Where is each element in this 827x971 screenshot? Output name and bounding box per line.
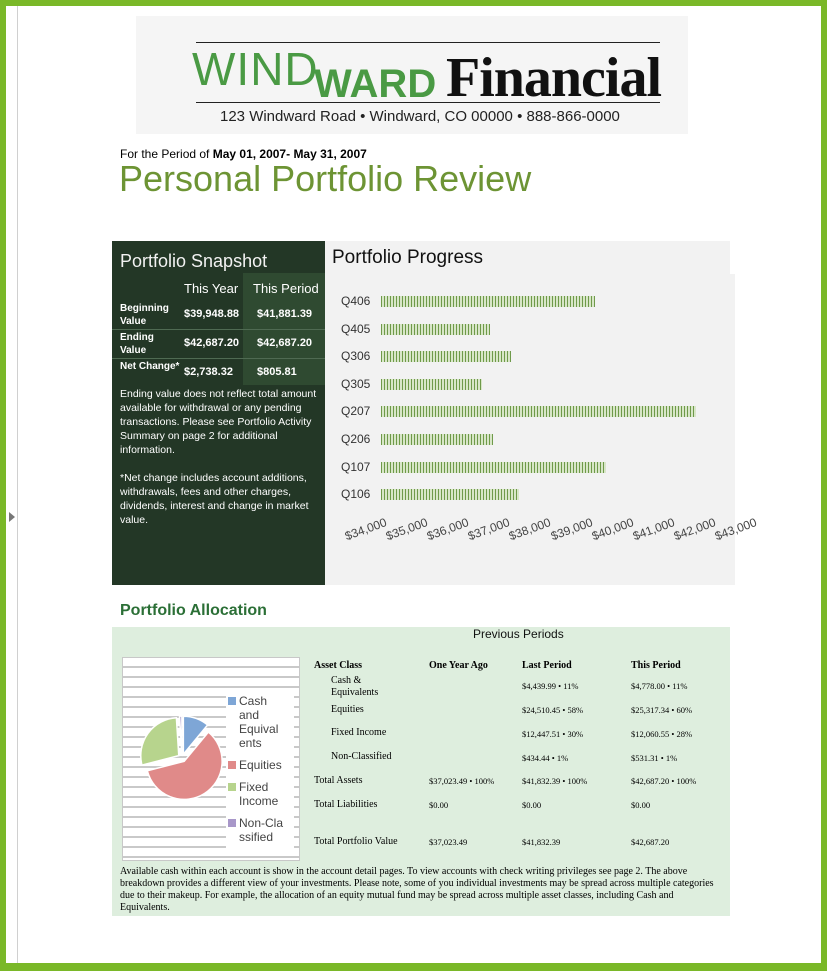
logo-wind: WIND [192,43,319,95]
year-ago-value: $37,023.49 [429,837,468,847]
period-range: May 01, 2007- May 31, 2007 [212,147,367,161]
this-period-value: $42,687.20 [631,837,670,847]
table-row-label: Fixed Income [331,727,387,738]
row-year-value: $39,948.88 [184,308,240,320]
last-period-value: $0.00 [522,800,542,810]
legend-swatch [228,697,236,705]
table-row-label: Non-Classified [331,751,392,762]
allocation-footnote: Available cash within each account is show in the account detail pages. To view accounts with check writing privileges see page 2. The above breakdown provides a different view of your investments. Please note, some of you individual investments may be spread across multiple categories due to their makeup. For example, the allocation of an equity mutual fund may be spread across multiple asset classes, including Cash and Equivalents. [120,866,714,913]
chart-plot-area [325,274,759,585]
legend-swatch [228,783,236,791]
bar-q305 [381,379,482,390]
this-period-value: $531.31 • 1% [631,753,678,763]
header-one-year-ago: One Year Ago [429,660,488,671]
row-period-value: $805.81 [257,366,297,378]
bar-q406 [381,296,595,307]
legend-swatch [228,819,236,827]
col-this-year: This Year [184,281,239,296]
this-period-value: $0.00 [631,800,651,810]
x-tick-label: $37,000 [466,515,512,544]
category-label: Q405 [341,321,371,336]
x-tick-label: $40,000 [589,515,636,544]
row-label: Ending Value [120,332,154,356]
this-period-value: $42,687.20 • 100% [631,776,697,786]
row-period-value: $41,881.39 [257,308,313,320]
category-label: Q305 [341,376,371,391]
table-row-label: Total Portfolio Value [314,836,398,847]
header-last-period: Last Period [522,660,572,671]
bar-q306 [381,351,511,362]
row-label: Net Change* [120,361,180,372]
this-period-value: $4,778.00 • 11% [631,681,688,691]
pie-slice-non-classified [179,716,181,754]
last-period-value: $4,439.99 • 11% [522,681,579,691]
last-period-value: $41,832.39 • 100% [522,776,588,786]
bar-q206 [381,434,493,445]
company-address: 123 Windward Road • Windward, CO 00000 • 888-866-0000 [220,108,620,125]
x-tick-label: $34,000 [343,515,389,544]
bar-q207 [381,406,696,417]
last-period-value: $41,832.39 [522,837,561,847]
pie-legend [226,694,294,852]
pie-slice-fixed-income [141,718,179,765]
net-change-note: *Net change includes account additions, withdrawals, fees and other charges, dividends, interest and change in market value. [120,472,309,526]
x-tick-label: $43,000 [713,515,759,544]
x-tick-label: $38,000 [507,515,553,544]
pie-graphic [137,713,227,803]
row-year-value: $2,738.32 [184,366,233,378]
legend-item-non-classified [226,816,294,844]
last-period-value: $434.44 • 1% [522,753,569,763]
allocation-title: Portfolio Allocation [120,602,267,619]
year-ago-value: $0.00 [429,800,449,810]
category-label: Q206 [341,432,371,446]
snapshot-row [112,359,325,387]
bar-q106 [381,489,519,500]
collapse-arrow-icon[interactable] [9,512,15,522]
portfolio-progress-chart [325,241,759,585]
row-year-value: $42,687.20 [184,337,240,349]
period-prefix: For the Period of [120,147,213,161]
company-logo [136,16,688,134]
legend-label: Non-Cla ssified [239,816,284,844]
legend-swatch [228,761,236,769]
legend-item-fixed-income [226,780,294,808]
year-ago-value: $37,023.49 • 100% [429,776,495,786]
page-title: Personal Portfolio Review [119,158,532,199]
legend-label: Fixed Income [239,780,279,808]
legend-item-cash [226,694,294,750]
header-this-period: This Period [631,660,681,671]
category-label: Q406 [341,294,371,308]
x-tick-label: $42,000 [671,515,718,544]
table-row-label: Equities [331,704,364,715]
bar-q405 [381,324,490,335]
category-label: Q107 [341,459,371,474]
row-period-value: $42,687.20 [257,337,313,349]
legend-label: Equities [239,758,282,772]
snapshot-row [112,330,325,358]
col-this-period: This Period [253,281,319,296]
last-period-value: $24,510.45 • 58% [522,705,584,715]
allocation-pie-chart [122,657,300,861]
table-row-label: Cash & Equivalents [331,675,379,698]
table-row-label: Total Assets [314,775,363,786]
this-period-value: $12,060.55 • 28% [631,729,693,739]
snapshot-title: Portfolio Snapshot [120,251,268,271]
logo-ward: WARD [314,62,437,106]
allocation-table [301,657,730,861]
logo-financial: Financial [446,47,662,109]
table-row-label: Total Liabilities [314,799,378,810]
category-label: Q207 [341,404,371,419]
header-asset-class: Asset Class [314,660,363,671]
legend-item-equities [226,758,294,772]
margin-rule [17,6,18,963]
snapshot-row [112,301,325,329]
chart-title: Portfolio Progress [332,247,484,268]
bar-q107 [381,462,606,473]
category-label: Q106 [341,487,371,502]
ending-value-note: Ending value does not reflect total amount available for withdrawal or any pending transactions. Please see Portfolio Activity Summary on page 2 for additional information. [120,388,317,456]
row-label: Beginning Value [120,303,169,327]
legend-label: Cash and Equival ents [239,694,279,750]
category-label: Q306 [341,349,371,364]
portfolio-allocation [112,627,730,916]
this-period-value: $25,317.34 • 60% [631,705,693,715]
x-tick-label: $41,000 [630,515,677,544]
x-tick-label: $39,000 [548,515,595,544]
previous-periods-heading: Previous Periods [473,627,564,641]
x-tick-label: $36,000 [425,515,471,544]
portfolio-snapshot [112,241,325,585]
x-tick-label: $35,000 [384,515,430,544]
last-period-value: $12,447.51 • 30% [522,729,584,739]
